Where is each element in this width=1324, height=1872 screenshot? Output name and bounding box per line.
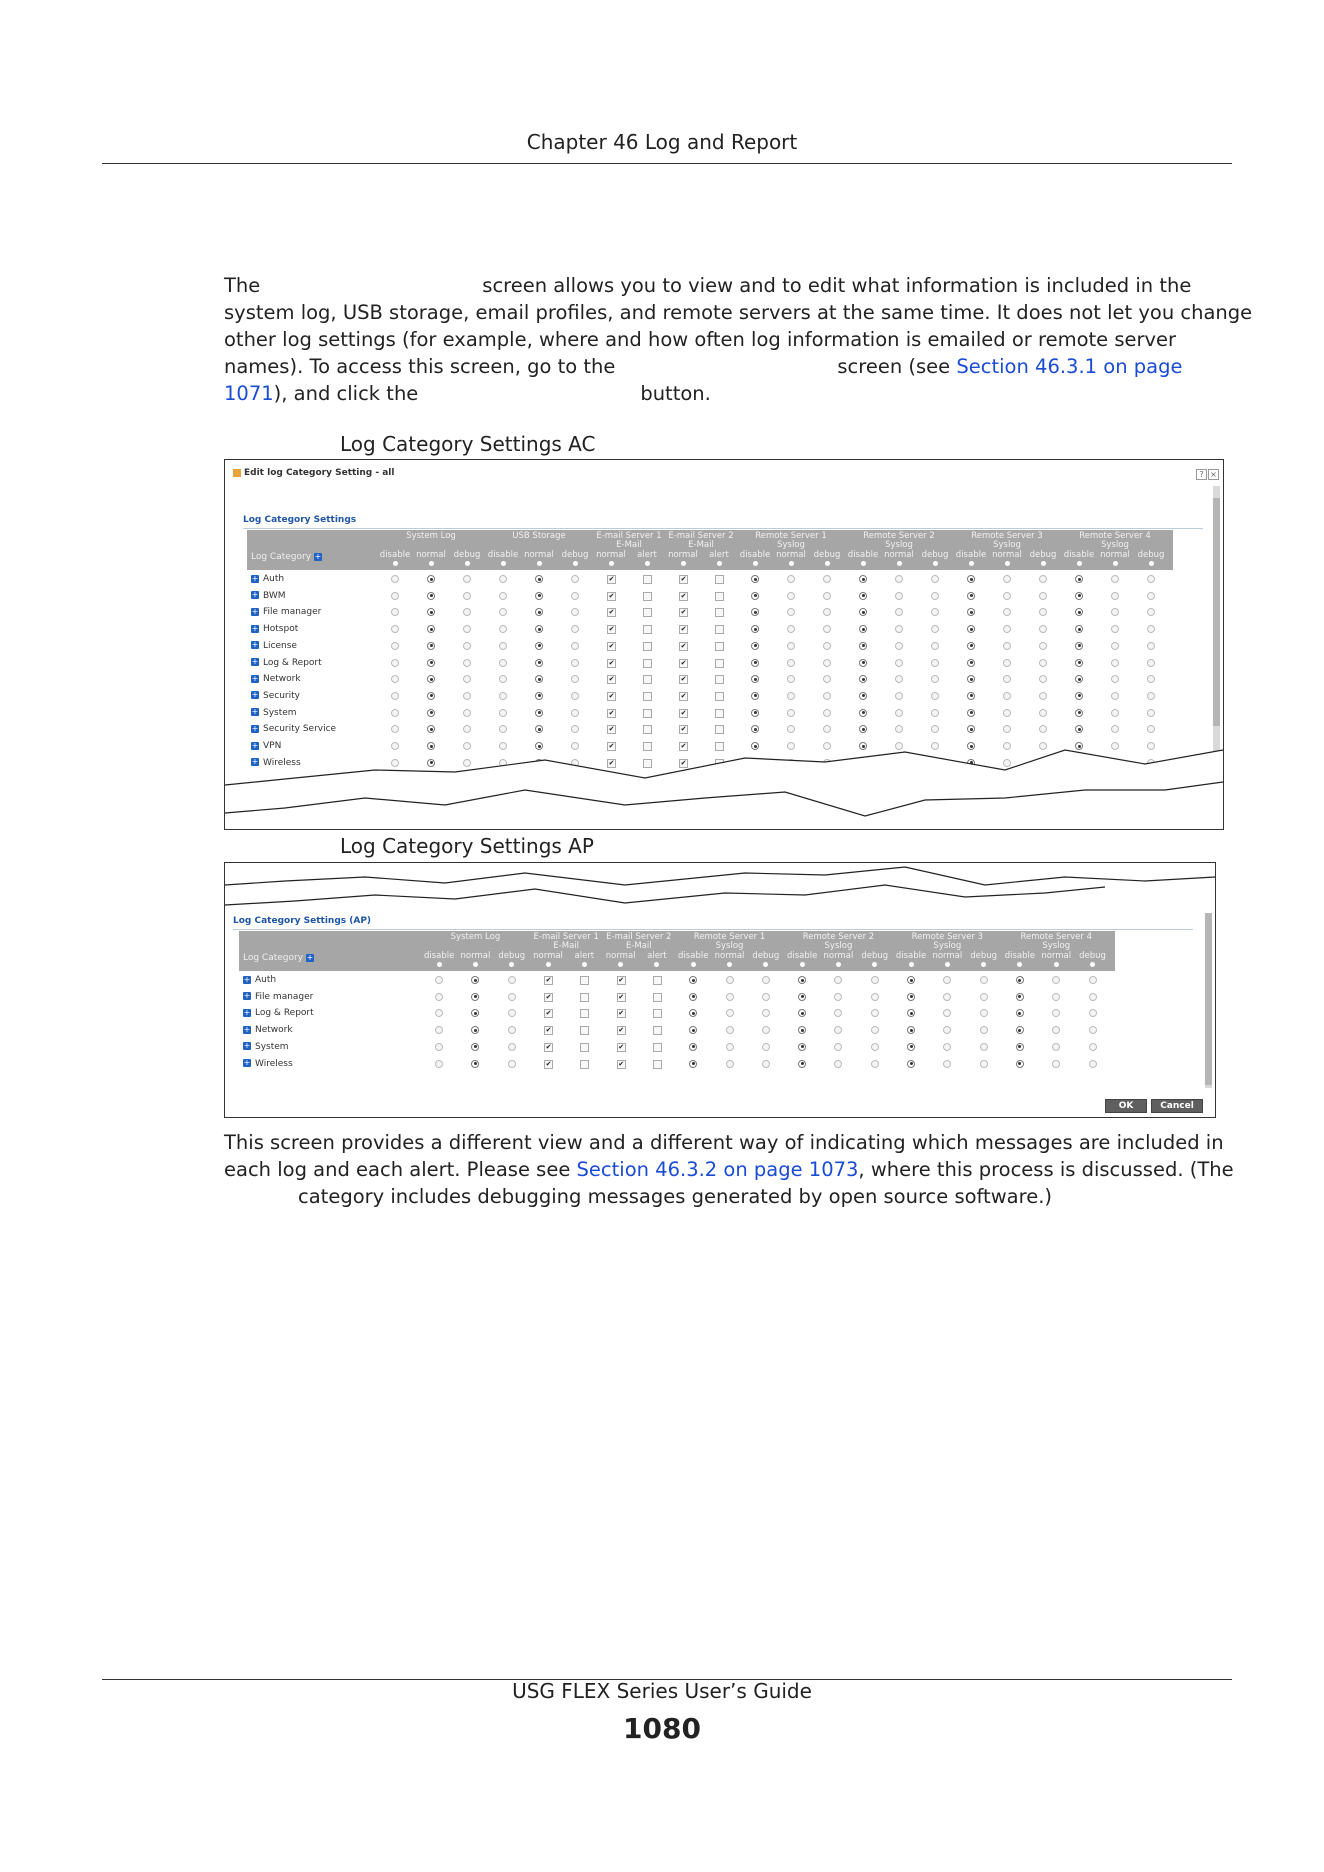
checkbox[interactable] [653,1009,662,1018]
radio[interactable] [980,1009,988,1017]
checkbox-checked[interactable]: ✔ [608,575,615,583]
radio[interactable] [1052,1009,1060,1017]
category-label: Log & Report [263,657,322,668]
radio[interactable] [943,1026,951,1034]
close-icon[interactable]: × [1208,469,1219,480]
column-group-header: Remote Server 4 Syslog [1020,932,1092,951]
radio[interactable] [834,1043,842,1051]
outro-paragraph [224,1129,1234,1210]
checkbox-checked[interactable]: ✔ [608,608,615,617]
category-label: Network [255,1025,293,1036]
select-all-marker[interactable] [909,962,914,967]
radio[interactable] [980,1043,988,1051]
column-sub-header: debug [1079,951,1106,961]
checkbox-checked[interactable]: ✔ [680,658,687,667]
column-sub-header: debug [970,951,998,961]
column-sub-header: normal [992,550,1022,560]
expand-icon[interactable]: + [251,740,259,750]
checkbox-checked[interactable]: ✔ [680,691,687,700]
category-label: Security [263,690,300,701]
intro-line-1: The screen allows you to view and to edit what information is included in the [224,274,1192,297]
column-sub-header: disable [379,550,411,560]
expand-icon[interactable]: + [243,1024,251,1034]
column-sub-header: normal [533,951,563,961]
radio-selected[interactable] [907,976,915,984]
radio-selected[interactable] [798,993,806,1001]
radio[interactable] [1089,1026,1097,1034]
radio[interactable] [726,1043,734,1051]
checkbox-checked[interactable]: ✔ [618,1026,625,1035]
outro-line-2: each log and each alert. Please see Section 46.3.2 on page 1073, where this process is discussed. (The [224,1158,1234,1181]
radio-selected[interactable] [471,1026,479,1034]
column-sub-header: disable [739,550,771,560]
column-sub-header: disable [487,550,519,560]
screenshot-frame-ap [224,862,1216,1118]
radio-selected[interactable] [907,1060,915,1068]
checkbox-checked[interactable]: ✔ [545,1059,552,1068]
radio-selected[interactable] [907,1026,915,1034]
column-sub-header: disable [1004,951,1036,961]
checkbox-checked[interactable]: ✔ [680,725,687,734]
radio[interactable] [435,1060,443,1068]
column-sub-header: disable [786,951,818,961]
category-label: Security Service [263,724,337,735]
column-sub-header: alert [574,951,595,961]
column-sub-header: alert [709,550,729,560]
radio[interactable] [980,1060,988,1068]
category-label: Hotspot [263,624,299,635]
radio[interactable] [834,1060,842,1068]
column-sub-header: normal [416,550,446,560]
radio-selected[interactable] [471,1043,479,1051]
checkbox-checked[interactable]: ✔ [680,575,687,583]
radio[interactable] [943,993,951,1001]
radio[interactable] [834,993,842,1001]
section-title-ap: Log Category Settings (AP) [233,916,372,926]
expand-icon[interactable]: + [251,657,259,666]
select-all-marker[interactable] [546,962,551,967]
column-sub-header: debug [1029,550,1057,560]
radio-selected[interactable] [907,1009,915,1017]
section-divider-ap [233,929,1193,930]
column-group-header: E-mail Server 1 E-Mail [533,932,599,951]
radio[interactable] [762,1026,770,1034]
radio[interactable] [508,1060,516,1068]
column-sub-header: normal [1100,550,1130,560]
checkbox[interactable] [580,1026,589,1035]
select-all-marker[interactable] [1054,962,1059,967]
figure-caption-ap: Log Category Settings AP [340,834,594,858]
checkbox[interactable] [653,993,662,1002]
checkbox-checked[interactable]: ✔ [608,658,615,667]
column-sub-header: debug [861,951,889,961]
radio-selected[interactable] [907,1043,915,1051]
radio[interactable] [762,1009,770,1017]
select-all-marker[interactable] [945,962,950,967]
column-sub-header: disable [955,550,987,560]
radio[interactable] [980,993,988,1001]
radio[interactable] [508,1043,516,1051]
column-group-header: E-mail Server 1 E-Mail [596,531,662,550]
checkbox-checked[interactable]: ✔ [545,1026,552,1035]
checkbox-checked[interactable]: ✔ [608,691,615,700]
radio[interactable] [943,1009,951,1017]
radio[interactable] [1052,1043,1060,1051]
radio[interactable] [871,993,879,1001]
radio[interactable] [726,1009,734,1017]
cancel-button[interactable]: Cancel [1151,1099,1203,1113]
page-break-squiggle [225,460,1223,829]
column-group-header: Remote Server 4 Syslog [1079,531,1151,550]
radio[interactable] [943,976,951,984]
column-sub-header: normal [605,951,636,961]
checkbox[interactable] [653,1060,662,1069]
column-group-header: Remote Server 1 Syslog [693,932,766,951]
radio-selected[interactable] [798,1026,806,1034]
column-group-header: USB Storage [512,531,566,541]
expand-icon[interactable]: + [251,707,259,717]
column-sub-header: disable [423,951,455,961]
radio[interactable] [871,1009,879,1017]
checkbox-checked[interactable]: ✔ [608,641,615,650]
checkbox[interactable] [653,1043,662,1052]
expand-icon[interactable]: + [251,723,259,733]
checkbox-checked[interactable]: ✔ [545,1042,552,1051]
radio-selected[interactable] [798,1060,806,1068]
radio[interactable] [1089,993,1097,1001]
column-sub-header: debug [498,951,526,961]
checkbox-checked[interactable]: ✔ [545,1009,552,1018]
help-icon[interactable]: ? [1196,469,1207,480]
checkbox-checked[interactable]: ✔ [680,625,687,634]
checkbox-checked[interactable]: ✔ [680,708,687,717]
intro-line-4: names). To access this screen, go to the screen (see Section 46.3.1 on page [224,355,1183,378]
ok-button[interactable]: OK [1105,1099,1147,1113]
checkbox-checked[interactable]: ✔ [545,992,552,1001]
expand-icon[interactable]: + [243,991,251,1001]
radio[interactable] [1052,1060,1060,1068]
checkbox-checked[interactable]: ✔ [680,742,687,750]
select-all-marker[interactable] [437,962,442,967]
column-sub-header: disable [678,951,709,961]
checkbox[interactable] [580,976,589,985]
column-group-header: Remote Server 1 Syslog [755,531,827,550]
radio[interactable] [1089,1009,1097,1017]
radio[interactable] [834,976,842,984]
column-sub-header: debug [752,951,780,961]
select-all-marker[interactable] [473,962,478,967]
list-item[interactable] [243,1025,293,1035]
list-item[interactable] [243,1008,314,1018]
expand-icon[interactable]: + [243,1058,251,1067]
column-sub-header: normal [596,550,626,560]
checkbox-checked[interactable]: ✔ [680,608,687,617]
category-label: Wireless [263,757,301,768]
radio[interactable] [871,976,879,984]
column-sub-header: debug [921,550,949,560]
expand-icon[interactable]: + [251,590,259,600]
scrollbar-thumb-ap[interactable] [1205,913,1212,1085]
radio[interactable] [762,1060,770,1068]
radio-selected[interactable] [1016,1060,1024,1068]
category-label: License [263,640,297,651]
radio[interactable] [980,976,988,984]
checkbox-checked[interactable]: ✔ [545,976,552,984]
radio[interactable] [834,1009,842,1017]
radio-selected[interactable] [689,993,697,1001]
column-sub-header: debug [561,550,589,560]
checkbox[interactable] [580,1060,589,1069]
category-label: File manager [263,607,322,618]
radio[interactable] [435,976,443,984]
checkbox-checked[interactable]: ✔ [608,742,615,750]
checkbox-checked[interactable]: ✔ [680,675,687,684]
radio[interactable] [508,993,516,1001]
column-group-header: Remote Server 2 Syslog [863,531,935,550]
page-break-squiggle-top [225,863,1215,923]
intro-paragraph [224,272,1253,407]
radio[interactable] [762,993,770,1001]
column-group-header: System Log [450,932,501,942]
column-group-header: Remote Server 3 Syslog [971,531,1043,550]
expand-icon[interactable]: + [251,690,259,700]
column-group-header: Remote Server 3 Syslog [911,932,984,951]
radio[interactable] [834,1026,842,1034]
radio-selected[interactable] [471,1060,479,1068]
radio[interactable] [508,1026,516,1034]
radio[interactable] [871,1026,879,1034]
checkbox[interactable] [580,1009,589,1018]
checkbox-checked[interactable]: ✔ [680,641,687,650]
checkbox-checked[interactable]: ✔ [618,1042,625,1051]
column-group-header: E-mail Server 2 E-Mail [668,531,734,550]
expand-icon[interactable]: + [243,1007,251,1017]
column-sub-header: normal [884,550,914,560]
radio[interactable] [1052,976,1060,984]
expand-icon[interactable]: + [243,974,251,984]
section-title: Log Category Settings [243,515,357,525]
column-group-header: E-mail Server 2 E-Mail [606,932,672,951]
expand-icon[interactable]: + [251,573,259,583]
checkbox-checked[interactable]: ✔ [608,758,615,767]
radio[interactable] [508,976,516,984]
radio-selected[interactable] [798,976,806,984]
radio-selected[interactable] [1016,1026,1024,1034]
checkbox-checked[interactable]: ✔ [608,625,615,634]
checkbox-checked[interactable]: ✔ [608,725,615,734]
expand-all-icon[interactable]: + [306,952,314,962]
checkbox-checked[interactable]: ✔ [618,992,625,1001]
radio[interactable] [508,1009,516,1017]
intro-line-3: other log settings (for example, where and how often log information is emailed or remote server [224,328,1177,351]
outro-line-1: This screen provides a different view and a different way of indicating which messages are included in [224,1131,1224,1154]
expand-icon[interactable]: + [251,640,259,650]
radio[interactable] [435,1009,443,1017]
column-sub-header: debug [453,550,481,560]
checkbox-checked[interactable]: ✔ [618,1009,625,1018]
list-item[interactable] [243,975,276,985]
header-rule [102,163,1232,164]
intro-line-2: system log, USB storage, email profiles, and remote servers at the same time. It does not let you change [224,301,1253,324]
category-label: System [263,707,297,718]
radio-selected[interactable] [1016,1043,1024,1051]
select-all-marker[interactable] [800,962,805,967]
intro-line-5: 1071), and click the button. [224,382,711,405]
category-label: BWM [263,590,286,601]
column-sub-header: normal [668,550,698,560]
page-number: 1080 [623,1712,701,1745]
category-label: Wireless [255,1058,293,1069]
radio[interactable] [726,1060,734,1068]
select-all-marker[interactable] [582,962,587,967]
outro-line-3: category includes debugging messages generated by open source software.) [298,1185,1052,1208]
column-group-header: System Log [406,531,456,541]
radio-selected[interactable] [471,1009,479,1017]
expand-icon[interactable]: + [243,1041,251,1051]
category-label: Auth [263,574,285,584]
radio-selected[interactable] [798,1043,806,1051]
column-sub-header: normal [1041,951,1072,961]
radio[interactable] [1089,976,1097,984]
radio[interactable] [762,976,770,984]
column-sub-header: disable [1063,550,1095,560]
checkbox[interactable] [653,976,662,985]
radio-selected[interactable] [1016,1009,1024,1017]
radio[interactable] [726,993,734,1001]
list-item[interactable] [243,1059,293,1069]
category-label: System [255,1041,289,1052]
expand-icon[interactable]: + [251,757,259,767]
checkbox[interactable] [653,1026,662,1035]
page-link-1071[interactable]: 1071 [224,382,274,405]
column-sub-header: normal [932,951,963,961]
chapter-header: Chapter 46 Log and Report [526,130,798,154]
radio-selected[interactable] [471,993,479,1001]
section-link-46-3-1[interactable]: Section 46.3.1 on page [956,355,1183,378]
checkbox-checked[interactable]: ✔ [680,591,687,600]
radio[interactable] [1089,1043,1097,1051]
radio[interactable] [435,1026,443,1034]
column-sub-header: normal [460,951,491,961]
column-sub-header: debug [1137,550,1165,560]
checkbox[interactable] [580,1043,589,1052]
guide-title: USG FLEX Series User’s Guide [512,1679,812,1703]
column-sub-header: normal [776,550,806,560]
category-label: Network [263,674,301,685]
category-label: VPN [263,741,282,751]
expand-all-icon[interactable]: + [314,551,322,561]
section-link-46-3-2[interactable]: Section 46.3.2 on page 1073 [576,1158,859,1181]
radio-selected[interactable] [1016,993,1024,1001]
radio-selected[interactable] [1016,976,1024,984]
expand-icon[interactable]: + [251,673,259,683]
category-header [243,953,314,963]
column-sub-header: normal [524,550,554,560]
checkbox-checked[interactable]: ✔ [618,976,625,984]
radio-selected[interactable] [798,1009,806,1017]
screenshot-frame-ac [224,459,1224,830]
expand-icon[interactable]: + [251,623,259,633]
radio[interactable] [871,1060,879,1068]
radio[interactable] [980,1026,988,1034]
radio[interactable] [871,1043,879,1051]
radio[interactable] [943,1043,951,1051]
radio[interactable] [1052,1026,1060,1034]
window-title: Edit log Category Setting - all [233,468,394,478]
select-all-marker[interactable] [836,962,841,967]
list-item[interactable] [243,1042,289,1052]
column-group-header: Remote Server 2 Syslog [802,932,875,951]
radio[interactable] [726,976,734,984]
radio[interactable] [435,1043,443,1051]
checkbox[interactable] [580,993,589,1002]
radio-selected[interactable] [689,1026,697,1034]
expand-icon[interactable]: + [251,606,259,616]
radio[interactable] [943,1060,951,1068]
category-label: Log & Report [255,1008,314,1019]
figure-caption-ac: Log Category Settings AC [340,432,596,456]
column-sub-header: disable [847,550,879,560]
column-sub-header: normal [823,951,854,961]
radio[interactable] [435,993,443,1001]
radio[interactable] [726,1026,734,1034]
checkbox-checked[interactable]: ✔ [680,758,687,767]
category-header-label: Log Category [243,953,306,963]
checkbox-checked[interactable]: ✔ [618,1059,625,1068]
column-sub-header: debug [813,550,841,560]
category-header-label: Log Category [251,552,314,562]
radio[interactable] [1089,1060,1097,1068]
radio[interactable] [1052,993,1060,1001]
checkbox-checked[interactable]: ✔ [608,708,615,717]
column-sub-header: alert [637,550,657,560]
radio-selected[interactable] [689,976,697,984]
category-label: Auth [255,975,277,985]
radio-selected[interactable] [689,1060,697,1068]
category-label: File manager [255,991,314,1002]
column-sub-header: alert [647,951,667,961]
radio-selected[interactable] [907,993,915,1001]
column-sub-header: disable [895,951,927,961]
radio-selected[interactable] [689,1009,697,1017]
radio[interactable] [762,1043,770,1051]
list-item[interactable] [243,992,313,1002]
checkbox-checked[interactable]: ✔ [608,675,615,684]
select-all-marker[interactable] [691,962,696,967]
radio-selected[interactable] [689,1043,697,1051]
radio-selected[interactable] [471,976,479,984]
scrollbar-ap[interactable] [1205,913,1212,1088]
column-sub-header: normal [714,951,745,961]
checkbox-checked[interactable]: ✔ [608,591,615,600]
